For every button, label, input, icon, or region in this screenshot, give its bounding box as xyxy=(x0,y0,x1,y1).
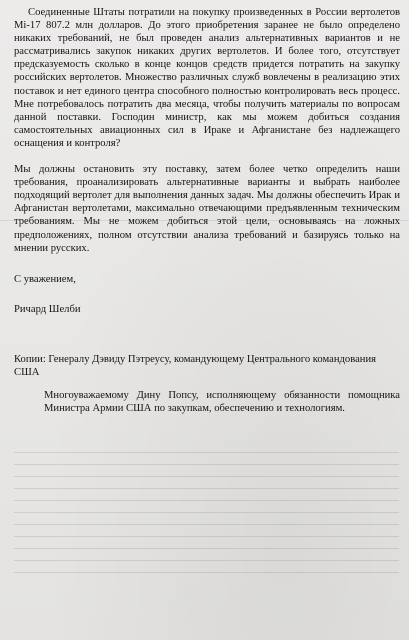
letter-closing: С уважением, xyxy=(14,273,76,285)
letter-body xyxy=(14,6,400,415)
letter-signature: Ричард Шелби xyxy=(14,303,81,315)
show-through-bleed xyxy=(14,452,399,592)
cc-line: Копии: Генералу Дэвиду Пэтреусу, командующему Центрального командования США xyxy=(14,353,376,378)
letter-paragraph-1: Соединенные Штаты потратили на покупку произведенных в России вертолетов Mi-17 807.2 млн долларов. До этого приобретения заранее не было определено никаких требований, не был проведен анализ альтернативных вариантов и не рассматривались закупок никаких других вертолетов. И более того, отсутствует предсказуемость сколько в конце концов средств придется потратить на закупку российских вертолетов. Множество различных служб вовлечены в реализацию этих поставок и нет единого центра способного полностью контролировать весь процесс. Мне потребовалось потратить два месяца, чтобы получить материалы по вопросам данной поставки. Господин министр, как мы можем добиться создания самостоятельных авиационных сил в Ираке и Афганистане без надлежащего оснащения и контроля? xyxy=(14,7,400,149)
cc-recipient: Многоуважаемому Дину Попсу, исполняющему обязанности помощника Министра Армии США по закупкам, обеспечению и технологиям. xyxy=(44,390,400,415)
letter-paragraph-2: Мы должны остановить эту поставку, затем более четко определить наши требования, проанализировать альтернативные варианты и выбрать наиболее подходящий вертолет для выполнения данных задач. Мы должны обеспечить Ирак и Афганистан вертолетами, максимально отвечающими предъявленным техническим требованиям. Мы не можем добиться этой цели, основываясь на ложных предположениях, полном отсутствии анализа требований и базируясь только на мнении русских. xyxy=(14,164,400,254)
